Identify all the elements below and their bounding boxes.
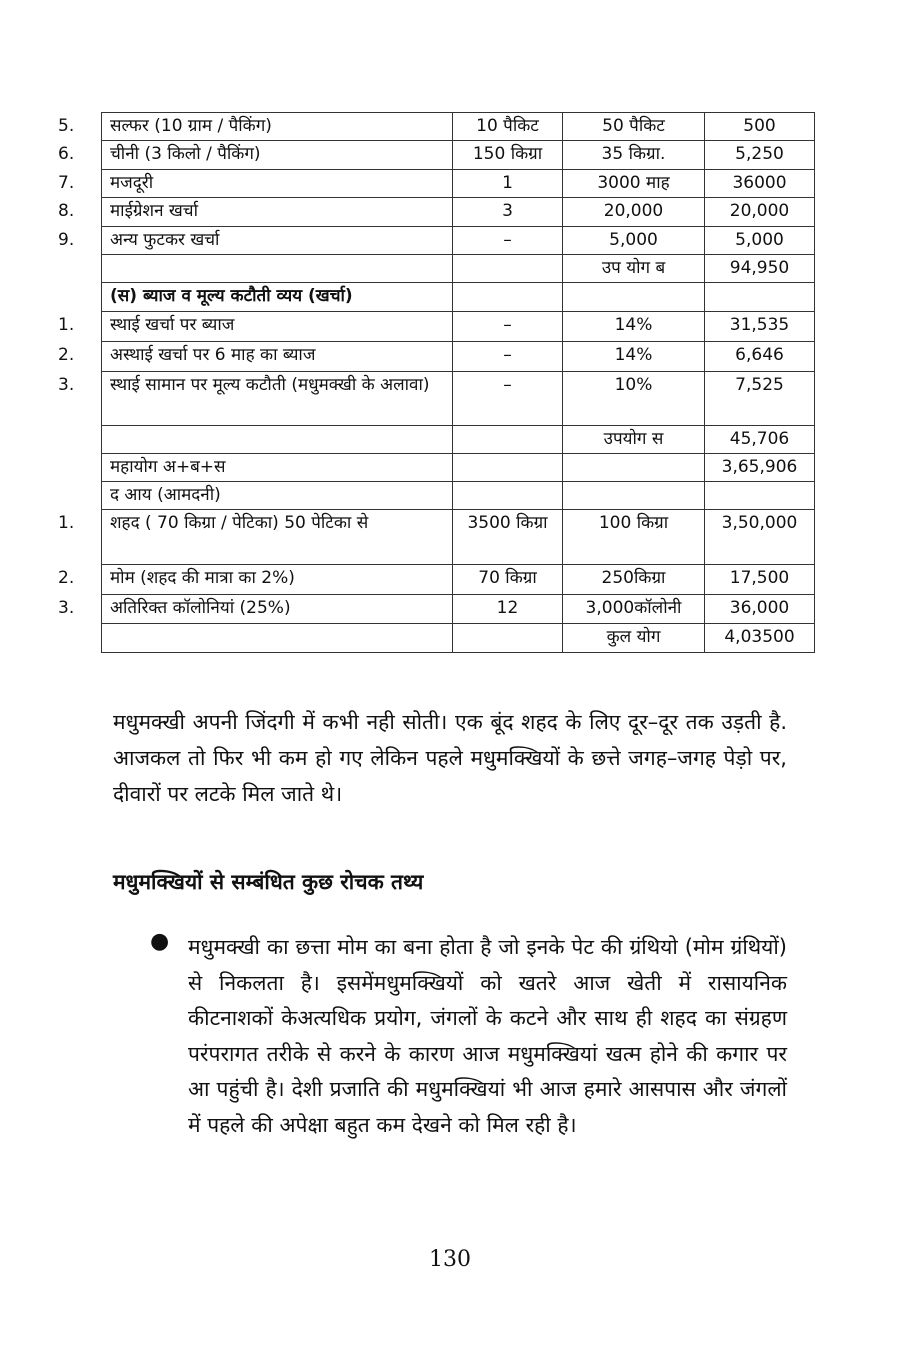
table-row bbox=[102, 255, 815, 283]
description-cell bbox=[102, 426, 453, 454]
quantity-cell: – bbox=[453, 342, 563, 372]
quantity-cell bbox=[453, 426, 563, 454]
quantity-cell bbox=[453, 283, 563, 312]
amount-cell: 36,000 bbox=[705, 595, 815, 624]
description-cell bbox=[58, 595, 453, 624]
quantity-cell: 3500 किग्रा bbox=[453, 510, 563, 565]
table-row bbox=[102, 227, 815, 255]
description-cell bbox=[102, 255, 453, 283]
item-description: अन्य फुटकर खर्चा bbox=[110, 230, 220, 250]
bullet-paragraph: मधुमक्खी का छत्ता मोम का बना होता है जो इनके पेट की ग्रंथियो (मोम ग्रंथियों) से निकलता है। इसमेंमधुमक्खियों को खतरे आज खेती में रासायनिक कीटनाशकों केअत्यधिक प्रयोग, जंगलों के कटने और साथ ही शहद का संग्रहण परंपरागत तरीके से करने के कारण आज मधुमक्खियां खत्म होने की कगार पर आ पहुंची है। देशी प्रजाति की मधुमक्खियां भी आज हमारे आसपास और जंगलों में पहले की अपेक्षा बहुत कम देखने को मिल रही है। bbox=[188, 935, 787, 1137]
description-cell bbox=[58, 510, 453, 565]
item-number: 7. bbox=[58, 173, 75, 193]
description-cell bbox=[58, 198, 453, 227]
description-cell bbox=[58, 312, 453, 342]
item-number: 3. bbox=[58, 598, 75, 618]
rate-cell bbox=[563, 482, 705, 510]
amount-cell bbox=[705, 482, 815, 510]
amount-cell: 4,03500 bbox=[705, 624, 815, 653]
table-row bbox=[102, 113, 815, 141]
item-description: मजदूरी bbox=[110, 173, 154, 193]
amount-cell: 31,535 bbox=[705, 312, 815, 342]
item-description: शहद ( 70 किग्रा / पेटिका) 50 पेटिका से bbox=[110, 513, 369, 533]
bullet-dot-icon: ● bbox=[150, 929, 170, 954]
item-description: अतिरिक्त कॉलोनियां (25%) bbox=[110, 598, 291, 618]
table-body bbox=[58, 113, 815, 653]
quantity-cell bbox=[453, 255, 563, 283]
amount-cell: 500 bbox=[705, 113, 815, 141]
intro-paragraph: मधुमक्खी अपनी जिंदगी में कभी नही सोती। एक बूंद शहद के लिए दूर–दूर तक उड़ती है. आजकल तो फिर भी कम हो गए लेकिन पहले मधुमक्खियों के छत्ते जगह–जगह पेड़ो पर, दीवारों पर लटके मिल जाते थे। bbox=[113, 710, 787, 806]
rate-cell: 10% bbox=[563, 372, 705, 426]
table-row bbox=[102, 454, 815, 482]
rate-cell: 35 किग्रा. bbox=[563, 141, 705, 170]
item-description: स्थाई सामान पर मूल्य कटौती (मधुमक्खी के अलावा) bbox=[110, 375, 430, 395]
item-description: सल्फर (10 ग्राम / पैकिंग) bbox=[110, 116, 272, 136]
quantity-cell: – bbox=[453, 312, 563, 342]
item-description: (स) ब्याज व मूल्य कटौती व्यय (खर्चा) bbox=[110, 286, 353, 306]
quantity-cell: 70 किग्रा bbox=[453, 565, 563, 595]
rate-cell: कुल योग bbox=[563, 624, 705, 653]
item-number: 2. bbox=[58, 345, 75, 365]
quantity-cell: 1 bbox=[453, 170, 563, 198]
table-row bbox=[102, 312, 815, 342]
item-description: मोम (शहद की मात्रा का 2%) bbox=[110, 568, 295, 588]
rate-cell: 3000 माह bbox=[563, 170, 705, 198]
quantity-cell: – bbox=[453, 227, 563, 255]
description-cell bbox=[102, 283, 453, 312]
rate-cell: 14% bbox=[563, 342, 705, 372]
quantity-cell bbox=[453, 624, 563, 653]
table-row bbox=[102, 141, 815, 170]
quantity-cell: 150 किग्रा bbox=[453, 141, 563, 170]
rate-cell: 3,000कॉलोनी bbox=[563, 595, 705, 624]
description-cell bbox=[58, 141, 453, 170]
table-row bbox=[102, 482, 815, 510]
amount-cell: 3,65,906 bbox=[705, 454, 815, 482]
item-number: 5. bbox=[58, 116, 75, 136]
table-row bbox=[102, 342, 815, 372]
table-row bbox=[102, 372, 815, 426]
amount-cell: 5,250 bbox=[705, 141, 815, 170]
rate-cell: उपयोग स bbox=[563, 426, 705, 454]
table-row bbox=[102, 595, 815, 624]
rate-cell: उप योग ब bbox=[563, 255, 705, 283]
description-cell bbox=[58, 565, 453, 595]
table-row bbox=[102, 426, 815, 454]
table-row bbox=[102, 283, 815, 312]
amount-cell: 17,500 bbox=[705, 565, 815, 595]
item-number: 2. bbox=[58, 568, 75, 588]
rate-cell: 5,000 bbox=[563, 227, 705, 255]
amount-cell bbox=[705, 283, 815, 312]
rate-cell: 20,000 bbox=[563, 198, 705, 227]
rate-cell: 14% bbox=[563, 312, 705, 342]
amount-cell: 6,646 bbox=[705, 342, 815, 372]
table-row bbox=[102, 198, 815, 227]
quantity-cell: – bbox=[453, 372, 563, 426]
description-cell bbox=[58, 372, 453, 426]
amount-cell: 5,000 bbox=[705, 227, 815, 255]
rate-cell: 100 किग्रा bbox=[563, 510, 705, 565]
item-number: 3. bbox=[58, 375, 75, 395]
quantity-cell: 12 bbox=[453, 595, 563, 624]
item-number: 1. bbox=[58, 315, 75, 335]
description-cell bbox=[58, 113, 453, 141]
quantity-cell bbox=[453, 482, 563, 510]
item-description: माईग्रेशन खर्चा bbox=[110, 201, 199, 221]
amount-cell: 36000 bbox=[705, 170, 815, 198]
quantity-cell bbox=[453, 454, 563, 482]
amount-cell: 20,000 bbox=[705, 198, 815, 227]
item-number: 9. bbox=[58, 230, 75, 250]
item-description: महायोग अ+ब+स bbox=[110, 457, 226, 477]
description-cell bbox=[58, 227, 453, 255]
amount-cell: 45,706 bbox=[705, 426, 815, 454]
description-cell bbox=[58, 170, 453, 198]
item-description: चीनी (3 किलो / पैकिंग) bbox=[110, 144, 261, 164]
item-description: अस्थाई खर्चा पर 6 माह का ब्याज bbox=[110, 345, 316, 365]
item-description: द आय (आमदनी) bbox=[110, 485, 221, 505]
description-cell bbox=[102, 454, 453, 482]
page-number: 130 bbox=[429, 1247, 471, 1272]
item-number: 6. bbox=[58, 144, 75, 164]
table-row bbox=[102, 624, 815, 653]
rate-cell bbox=[563, 283, 705, 312]
item-description: स्थाई खर्चा पर ब्याज bbox=[110, 315, 235, 335]
item-number: 1. bbox=[58, 513, 75, 533]
quantity-cell: 10 पैकिट bbox=[453, 113, 563, 141]
quantity-cell: 3 bbox=[453, 198, 563, 227]
expense-income-table bbox=[58, 112, 815, 653]
rate-cell: 50 पैकिट bbox=[563, 113, 705, 141]
table-row bbox=[102, 510, 815, 565]
section-heading: मधुमक्खियों से सम्बंधित कुछ रोचक तथ्य bbox=[113, 870, 424, 894]
amount-cell: 3,50,000 bbox=[705, 510, 815, 565]
rate-cell bbox=[563, 454, 705, 482]
description-cell bbox=[58, 342, 453, 372]
table-row bbox=[102, 565, 815, 595]
rate-cell: 250किग्रा bbox=[563, 565, 705, 595]
description-cell bbox=[102, 482, 453, 510]
description-cell bbox=[102, 624, 453, 653]
amount-cell: 94,950 bbox=[705, 255, 815, 283]
table-row bbox=[102, 170, 815, 198]
item-number: 8. bbox=[58, 201, 75, 221]
amount-cell: 7,525 bbox=[705, 372, 815, 426]
